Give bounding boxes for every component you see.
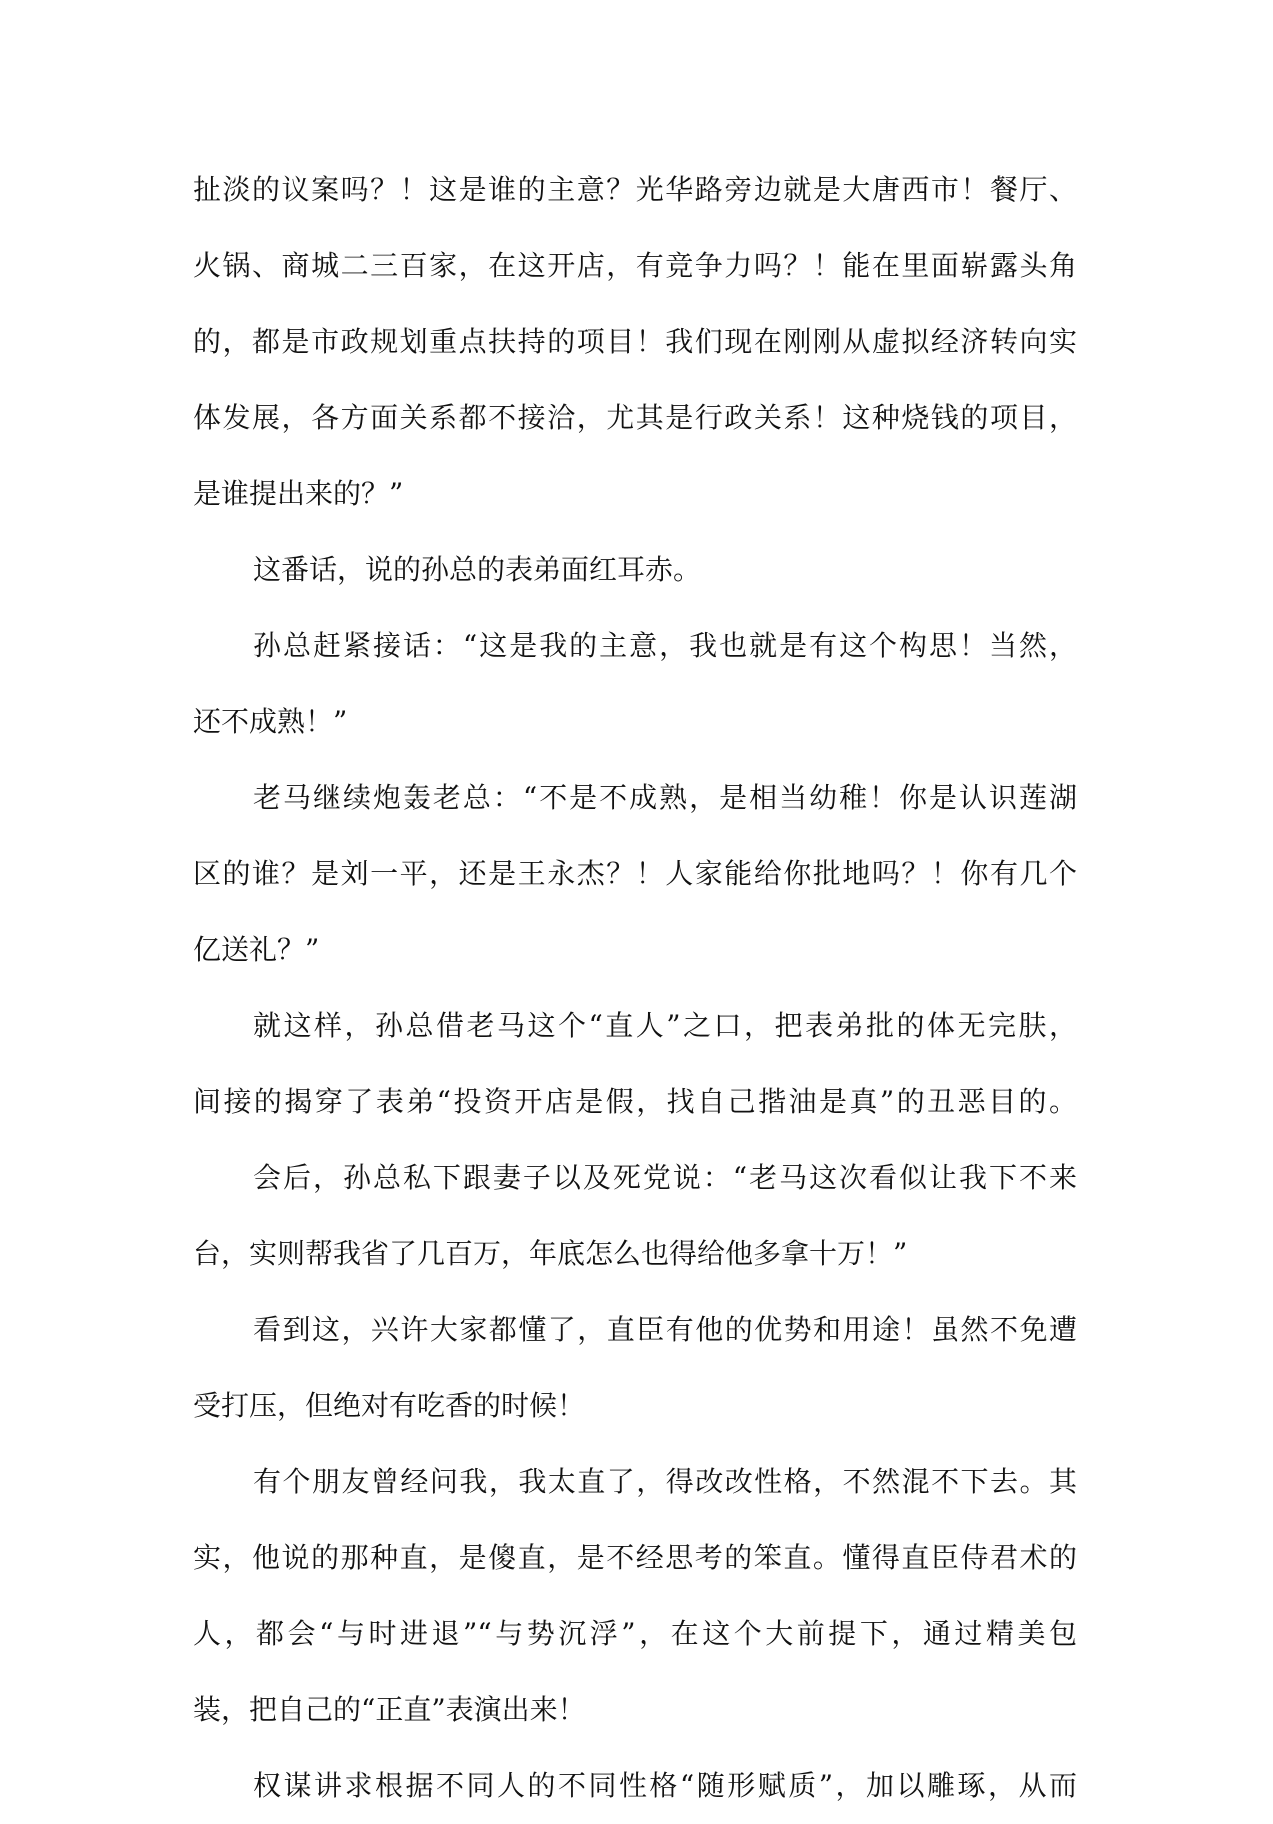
paragraph-first-line: 会后，孙总私下跟妻子以及死党说：“老马这次看似让我下不来: [253, 1161, 1077, 1194]
text-line: 受打压，但绝对有吃香的时候！: [193, 1389, 586, 1422]
paragraph-first-line: 有个朋友曾经问我，我太直了，得改改性格，不然混不下去。其: [253, 1465, 1077, 1498]
paragraph-first-line: 孙总赶紧接话：“这是我的主意，我也就是有这个构思！当然，: [253, 629, 1077, 662]
text-line: 亿送礼？”: [193, 933, 320, 966]
text-line: 是谁提出来的？”: [193, 477, 404, 510]
paragraph-first-line: 老马继续炮轰老总：“不是不成熟，是相当幼稚！你是认识莲湖: [253, 781, 1077, 814]
text-line: 体发展，各方面关系都不接洽，尤其是行政关系！这种烧钱的项目，: [193, 401, 1077, 434]
text-line: 间接的揭穿了表弟“投资开店是假，找自己揩油是真”的丑恶目的。: [193, 1085, 1077, 1118]
text-line: 火锅、商城二三百家，在这开店，有竞争力吗？！能在里面崭露头角: [193, 249, 1077, 282]
text-line: 人，都会“与时进退”“与势沉浮”，在这个大前提下，通过精美包: [193, 1617, 1077, 1650]
text-line: 扯淡的议案吗？！这是谁的主意？光华路旁边就是大唐西市！餐厅、: [193, 173, 1077, 206]
paragraph-first-line: 就这样，孙总借老马这个“直人”之口，把表弟批的体无完肤，: [253, 1009, 1077, 1042]
text-line: 的，都是市政规划重点扶持的项目！我们现在刚刚从虚拟经济转向实: [193, 325, 1077, 358]
text-line: 还不成熟！”: [193, 705, 348, 738]
text-line: 装，把自己的“正直”表演出来！: [193, 1693, 586, 1726]
text-line: 台，实则帮我省了几百万，年底怎么也得给他多拿十万！”: [193, 1237, 908, 1270]
text-line: 区的谁？是刘一平，还是王永杰？！人家能给你批地吗？！你有几个: [193, 857, 1077, 890]
paragraph-first-line: 看到这，兴许大家都懂了，直臣有他的优势和用途！虽然不免遭: [253, 1313, 1077, 1346]
text-line: 实，他说的那种直，是傻直，是不经思考的笨直。懂得直臣侍君术的: [193, 1541, 1077, 1574]
paragraph-first-line: 这番话，说的孙总的表弟面红耳赤。: [253, 553, 702, 586]
paragraph-first-line: 权谋讲求根据不同人的不同性格“随形赋质”，加以雕琢，从而: [253, 1769, 1077, 1802]
